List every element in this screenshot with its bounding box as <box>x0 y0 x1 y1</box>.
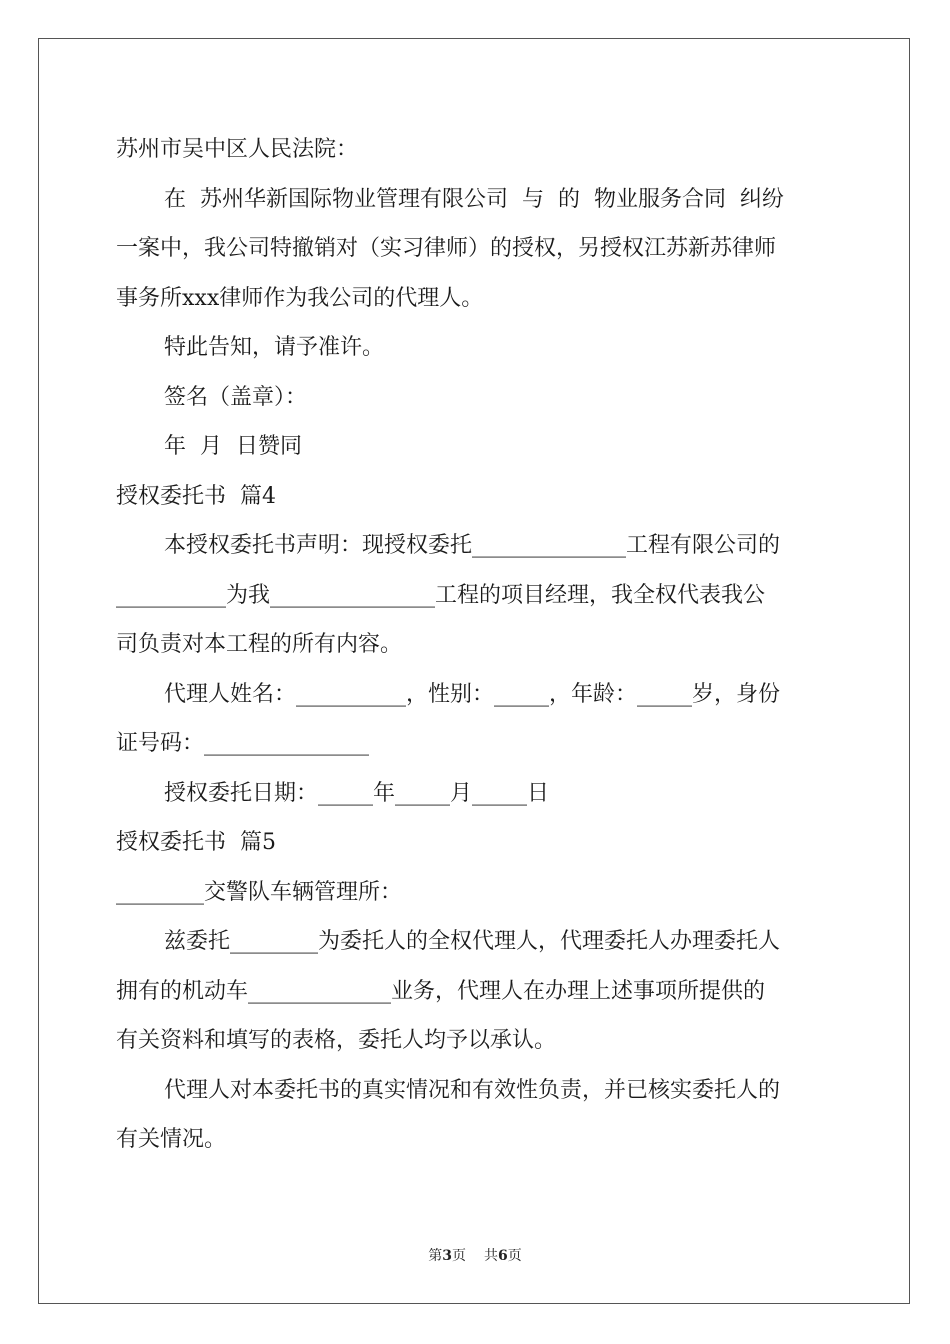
document-body <box>116 125 836 1165</box>
date-line: 授权委托日期：_____年_____月_____日 <box>164 780 550 806</box>
paragraph-line: 拥有的机动车_____________业务，代理人在办理上述事项所提供的 <box>116 978 766 1004</box>
paragraph-line: 本授权委托书声明：现授权委托______________工程有限公司的 <box>164 533 781 558</box>
total-suffix: 页 <box>507 1248 522 1264</box>
addressee-line: 苏州市吴中区人民法院： <box>116 137 359 162</box>
paragraph-line: 兹委托________为委托人的全权代理人，代理委托人办理委托人 <box>164 929 781 954</box>
total-page-number: 6 <box>498 1248 508 1264</box>
total-prefix: 共 <box>484 1248 498 1264</box>
paragraph-line: 代理人姓名：__________，性别：_____，年龄：_____岁，身份 <box>164 681 781 707</box>
section-heading: 授权委托书 篇4 <box>116 483 276 509</box>
paragraph-line: __________为我_______________工程的项目经理，我全权代表我公 <box>116 582 766 608</box>
paragraph-line: 证号码：_______________ <box>116 731 370 756</box>
current-page-number: 3 <box>442 1248 452 1264</box>
paragraph-line: 事务所xxx律师作为我公司的代理人。 <box>116 285 484 311</box>
paragraph-line: 有关情况。 <box>116 1127 227 1152</box>
paragraph-line: 一案中，我公司特撤销对（实习律师）的授权，另授权江苏新苏律师 <box>116 236 777 261</box>
paragraph-line: 有关资料和填写的表格，委托人均予以承认。 <box>116 1028 557 1053</box>
paragraph-line: 代理人对本委托书的真实情况和有效性负责，并已核实委托人的 <box>164 1077 781 1103</box>
addressee-line: ________交警队车辆管理所： <box>116 879 403 905</box>
paragraph-line: 特此告知，请予准许。 <box>164 335 385 360</box>
paragraph-line: 在 苏州华新国际物业管理有限公司 与 的 物业服务合同 纠纷 <box>164 186 784 212</box>
page-footer <box>0 1246 950 1266</box>
paragraph-line: 司负责对本工程的所有内容。 <box>116 632 403 657</box>
date-line: 年 月 日赞同 <box>164 434 302 459</box>
page-suffix: 页 <box>452 1248 466 1264</box>
page-prefix: 第 <box>428 1248 443 1264</box>
signature-line: 签名（盖章）： <box>164 384 308 410</box>
section-heading: 授权委托书 篇5 <box>116 830 276 855</box>
